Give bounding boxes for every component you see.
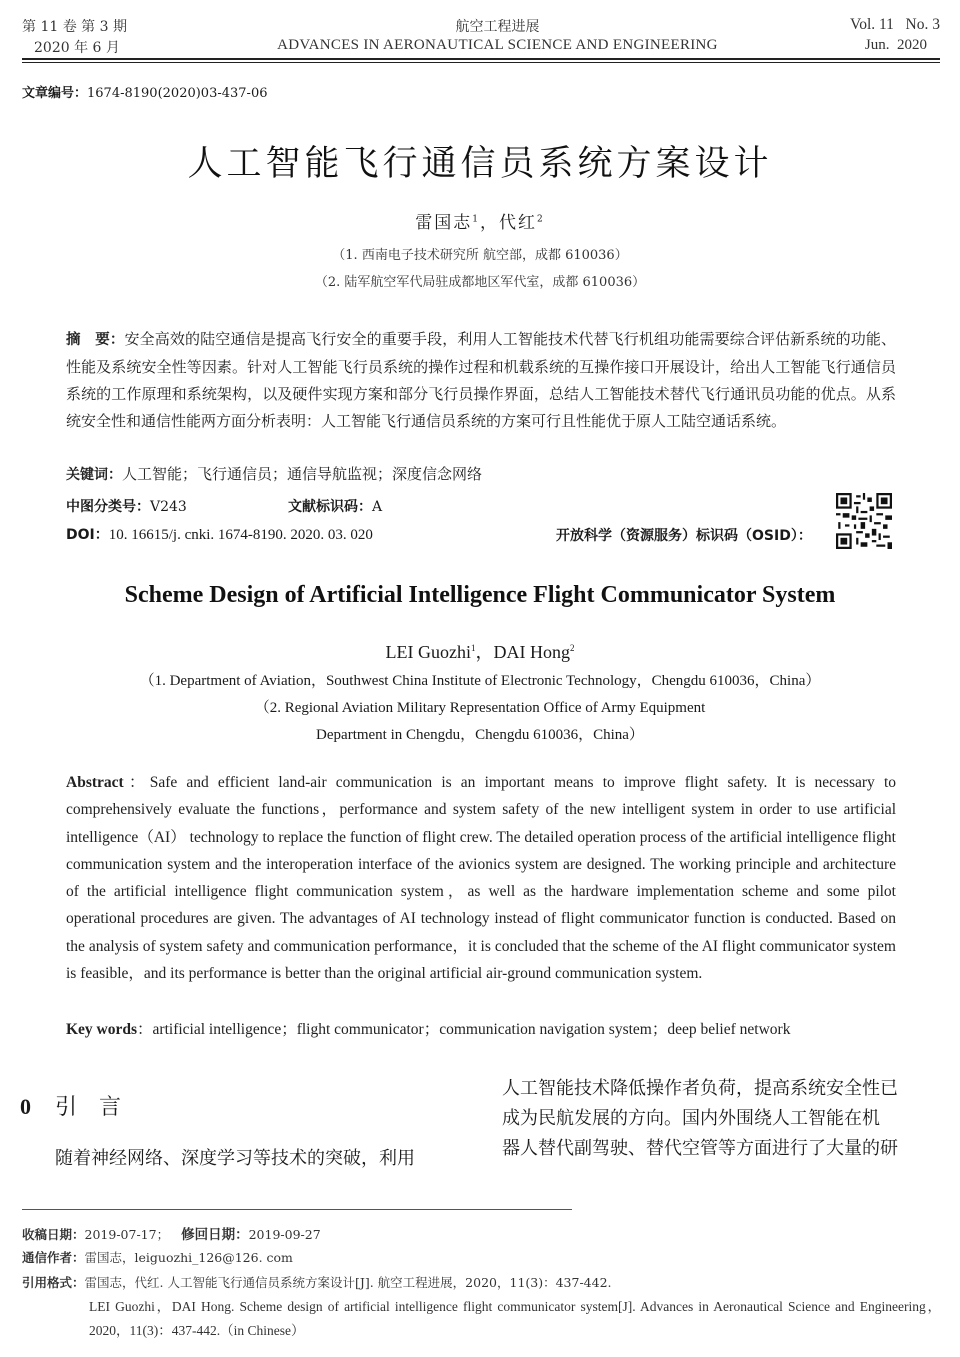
body-left-paragraph: 随着神经网络、深度学习等技术的突破，利用 xyxy=(55,1148,415,1169)
affiliation-en-3: Department in Chengdu，Chengdu 610036，China） xyxy=(316,727,644,743)
clc-value: V243 xyxy=(150,499,187,515)
doc-code-label: 文献标识码： xyxy=(288,499,372,515)
revised-label: 修回日期： xyxy=(181,1227,249,1243)
title-zh: 人工智能飞行通信员系统方案设计 xyxy=(187,144,773,184)
authors-zh xyxy=(0,208,960,233)
header-journal-en: ADVANCES IN AERONAUTICAL SCIENCE AND ENGINEERING xyxy=(277,37,718,53)
header-journal-zh: 航空工程进展 xyxy=(455,19,540,35)
section-number: 0 xyxy=(20,1094,31,1119)
footnote-citation xyxy=(22,1273,612,1291)
article-number xyxy=(22,82,268,101)
author-sup: 2 xyxy=(537,214,545,225)
footnote-corresponding xyxy=(22,1248,293,1266)
header-date: 2020 年 6 月 xyxy=(34,40,120,56)
author-name: DAI Hong xyxy=(493,642,570,662)
keywords-en xyxy=(66,1016,896,1043)
qr-code-icon xyxy=(836,493,892,549)
clc-code xyxy=(66,496,187,516)
abstract-en xyxy=(66,769,896,987)
author-separator: ， xyxy=(475,642,494,662)
doi-value: 10. 16615/j. cnki. 1674-8190. 2020. 03. 020 xyxy=(108,527,373,543)
body-right-paragraph xyxy=(502,1074,898,1164)
affiliation-zh-2: （2. 陆军航空军代局驻成都地区军代室，成都 610036） xyxy=(314,275,646,290)
affiliation-en-2: （2. Regional Aviation Military Representation Office of Army Equipment xyxy=(254,700,706,716)
citation-label: 引用格式： xyxy=(22,1275,85,1290)
doc-code-value: A xyxy=(372,499,383,515)
article-number-value: 1674-8190(2020)03-437-06 xyxy=(87,86,268,101)
author-sup: 1 xyxy=(470,643,476,653)
article-number-label: 文章编号： xyxy=(22,86,88,101)
author-name: LEI Guozhi xyxy=(385,642,471,662)
author-name: 代红 xyxy=(499,213,537,233)
author-name: 雷国志 xyxy=(415,213,473,233)
section-title: 引 言 xyxy=(55,1095,122,1120)
osid-label: 开放科学（资源服务）标识码（OSID）： xyxy=(556,528,812,544)
abstract-zh-text: 安全高效的陆空通信是提高飞行安全的重要手段，利用人工智能技术代替飞行机组功能需要综合评估新系统的功能、性能及系统安全性等因素。针对人工智能飞行员系统的操作过程和机载系统的互操作接口开展设计，给出人工智能飞行通信员系统的工作原理和系统架构，以及硬件实现方案和部分飞行员操作界面，总结人工智能技术替代飞行通讯员功能的优点。从系统安全性和通信性能两方面分析表明：人工智能飞行通信员系统的方案可行且性能优于原人工陆空通话系统。 xyxy=(66,330,897,430)
abstract-en-text: ：Safe and efficient land-air communication is an important means to improve flight safety. It is necessary to comprehensively evaluate the functions，performance and system safety of the new intelligent system in order to use artificial intelligence（AI） technology to replace the function of flight crew. The detailed operation process of the artificial intelligence flight communication system and the interoperation interface of the avionics system are designed. The working principle and architecture of the artificial intelligence flight communication system，as well as the hardware implementation scheme and some pilot operational procedures are given. The advantages of AI technology instead of flight communicator function is conducted. Based on the analysis of system safety and communication performance，it is concluded that the scheme of the AI flight communicator system is feasible，and its performance is better than the original artificial air-ground communication system. xyxy=(66,774,896,983)
footnote-rule xyxy=(22,1209,572,1210)
author-sup: 2 xyxy=(569,643,575,653)
keywords-en-label: Key words xyxy=(66,1021,138,1038)
header-rule-thick xyxy=(22,58,940,60)
header-issue: 第 11 卷 第 3 期 xyxy=(22,19,127,35)
header-rule-thin xyxy=(22,62,940,63)
section-heading xyxy=(20,1090,121,1121)
received-value: 2019-07-17； xyxy=(84,1227,170,1242)
abstract-zh xyxy=(66,326,896,435)
keywords-zh xyxy=(66,461,896,489)
keywords-zh-text: 人工智能；飞行通信员；通信导航监视；深度信念网络 xyxy=(122,465,483,483)
revised-value: 2019-09-27 xyxy=(248,1227,321,1242)
doc-code xyxy=(288,496,382,516)
keywords-zh-label: 关键词： xyxy=(66,467,122,483)
abstract-zh-label: 摘 要： xyxy=(66,332,125,348)
authors-en xyxy=(0,638,960,664)
keywords-en-text: ：artificial intelligence；flight communicator；communication navigation system；deep belief network xyxy=(137,1021,791,1038)
citation-zh: 雷国志，代红. 人工智能飞行通信员系统方案设计[J]. 航空工程进展，2020，11(3)：437-442. xyxy=(84,1275,612,1290)
affiliation-en-1: （1. Department of Aviation，Southwest China Institute of Electronic Technology，Chengdu 610036，China） xyxy=(139,673,821,689)
author-sup: 1 xyxy=(472,214,480,225)
body-line: 器人替代副驾驶、替代空管等方面进行了大量的研 xyxy=(502,1138,898,1159)
doi-label: DOI： xyxy=(66,527,109,543)
body-line: 人工智能技术降低操作者负荷，提高系统安全性已 xyxy=(502,1078,898,1099)
title-en: Scheme Design of Artificial Intelligence Flight Communicator System xyxy=(124,582,836,608)
citation-en: LEI Guozhi，DAI Hong. Scheme design of artificial intelligence flight communicator system[J]. Advances in Aeronautical Science and Engineering，2020，11(3)：437-442.（in Chinese） xyxy=(89,1299,941,1338)
footnote-dates xyxy=(22,1223,321,1243)
abstract-en-label: Abstract xyxy=(66,774,124,791)
doi xyxy=(66,524,373,544)
header-date-en: Jun. 2020 xyxy=(864,37,927,53)
affiliation-zh-1: （1. 西南电子技术研究所 航空部，成都 610036） xyxy=(332,248,628,263)
header-volume: Vol. 11 No. 3 xyxy=(850,16,940,33)
received-label: 收稿日期： xyxy=(22,1227,85,1242)
corresponding-label: 通信作者： xyxy=(22,1250,85,1265)
corresponding-value: 雷国志，leiguozhi_126@126. com xyxy=(84,1250,293,1265)
clc-label: 中图分类号： xyxy=(66,499,150,515)
author-separator: ， xyxy=(480,213,499,233)
body-line: 成为民航发展的方向。国内外围绕人工智能在机 xyxy=(502,1108,880,1129)
